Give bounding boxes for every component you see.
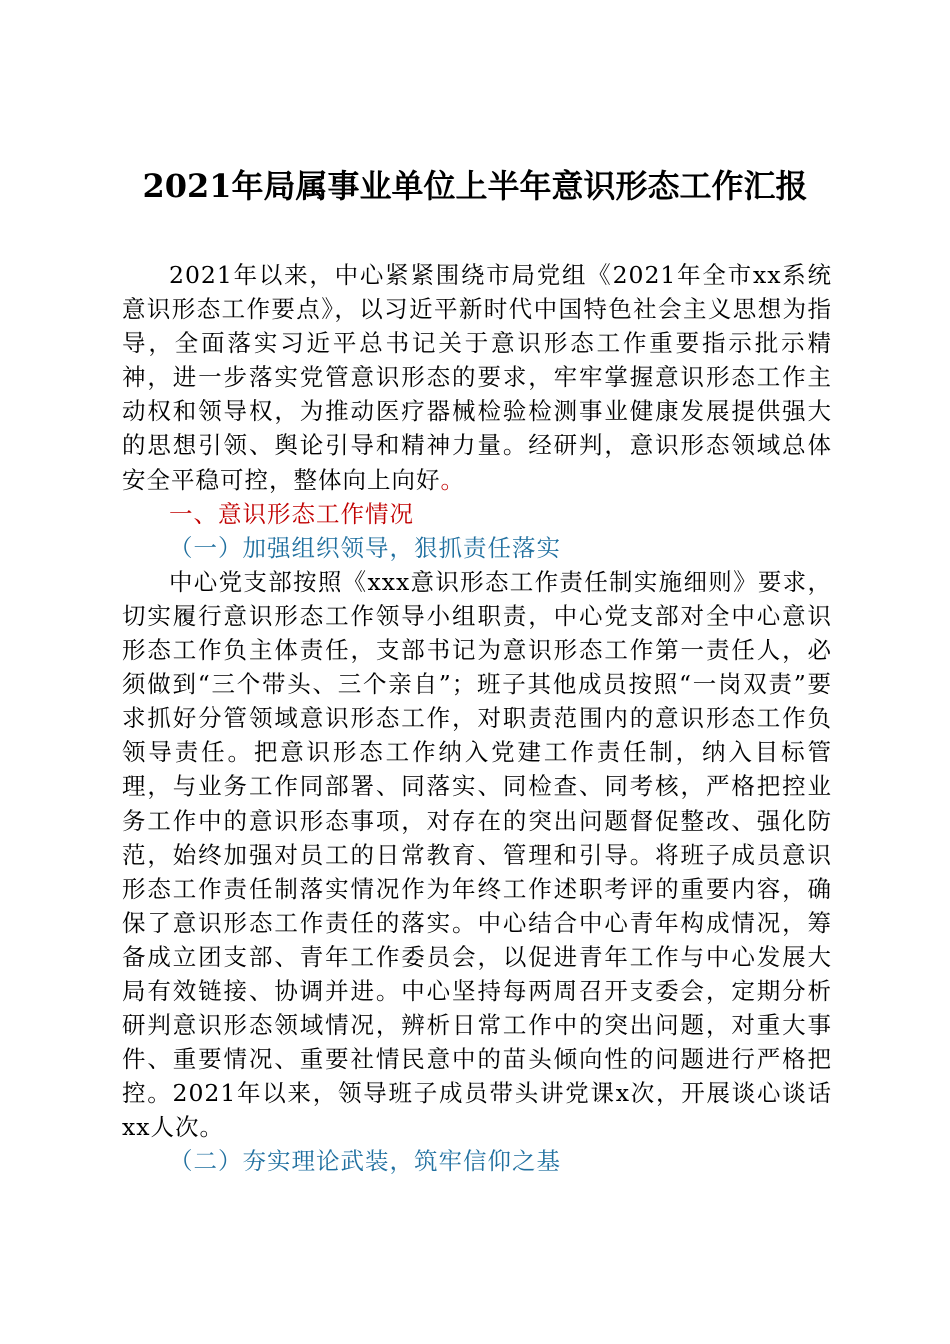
subsection-heading-2: （二）夯实理论武装，筑牢信仰之基 — [169, 1147, 561, 1176]
intro-text: 2021年以来，中心紧紧围绕市局党组《2021年全市xx系统意识形态工作要点》，以习近平新时代中国特色社会主义思想为指导，全面落实习近平总书记关于意识形态工作重要指示批示精神，进一步落实党管意识形态的要求，牢牢掌握意识形态工作主动权和领导权，为推动医疗器械检验检测事业健康发展提供强大的思想引领、舆论引导和精神力量。经研判，意识形态领域总体安全平稳可控，整体向上向好 — [122, 261, 832, 494]
subsection-heading-1: （一）加强组织领导，狠抓责任落实 — [169, 533, 561, 562]
intro-paragraph — [122, 258, 832, 497]
section-heading-1: 一、意识形态工作情况 — [169, 499, 414, 528]
subsection-paragraph-1: 中心党支部按照《xxx意识形态工作责任制实施细则》要求，切实履行意识形态工作领导小组职责，中心党支部对全中心意识形态工作负主体责任，支部书记为意识形态工作第一责任人，必须做到“三个带头、三个亲自”；班子其他成员按照“一岗双责”要求抓好分管领域意识形态工作，对职责范围内的意识形态工作负领导责任。把意识形态工作纳入党建工作责任制，纳入目标管理，与业务工作同部署、同落实、同检查、同考核，严格把控业务工作中的意识形态事项，对存在的突出问题督促整改、强化防范，始终加强对员工的日常教育、管理和引导。将班子成员意识形态工作责任制落实情况作为年终工作述职考评的重要内容，确保了意识形态工作责任的落实。中心结合中心青年构成情况，筹备成立团支部、青年工作委员会，以促进青年工作与中心发展大局有效链接、协调并进。中心坚持每两周召开支委会，定期分析研判意识形态领域情况，辨析日常工作中的突出问题，对重大事件、重要情况、重要社情民意中的苗头倾向性的问题进行严格把控。2021年以来，领导班子成员带头讲党课x次，开展谈心谈话xx人次。 — [122, 567, 832, 1142]
document-body — [122, 258, 832, 1179]
intro-end-mark: 。 — [440, 465, 465, 494]
document-title: 2021年局属事业单位上半年意识形态工作汇报 — [142, 167, 808, 205]
